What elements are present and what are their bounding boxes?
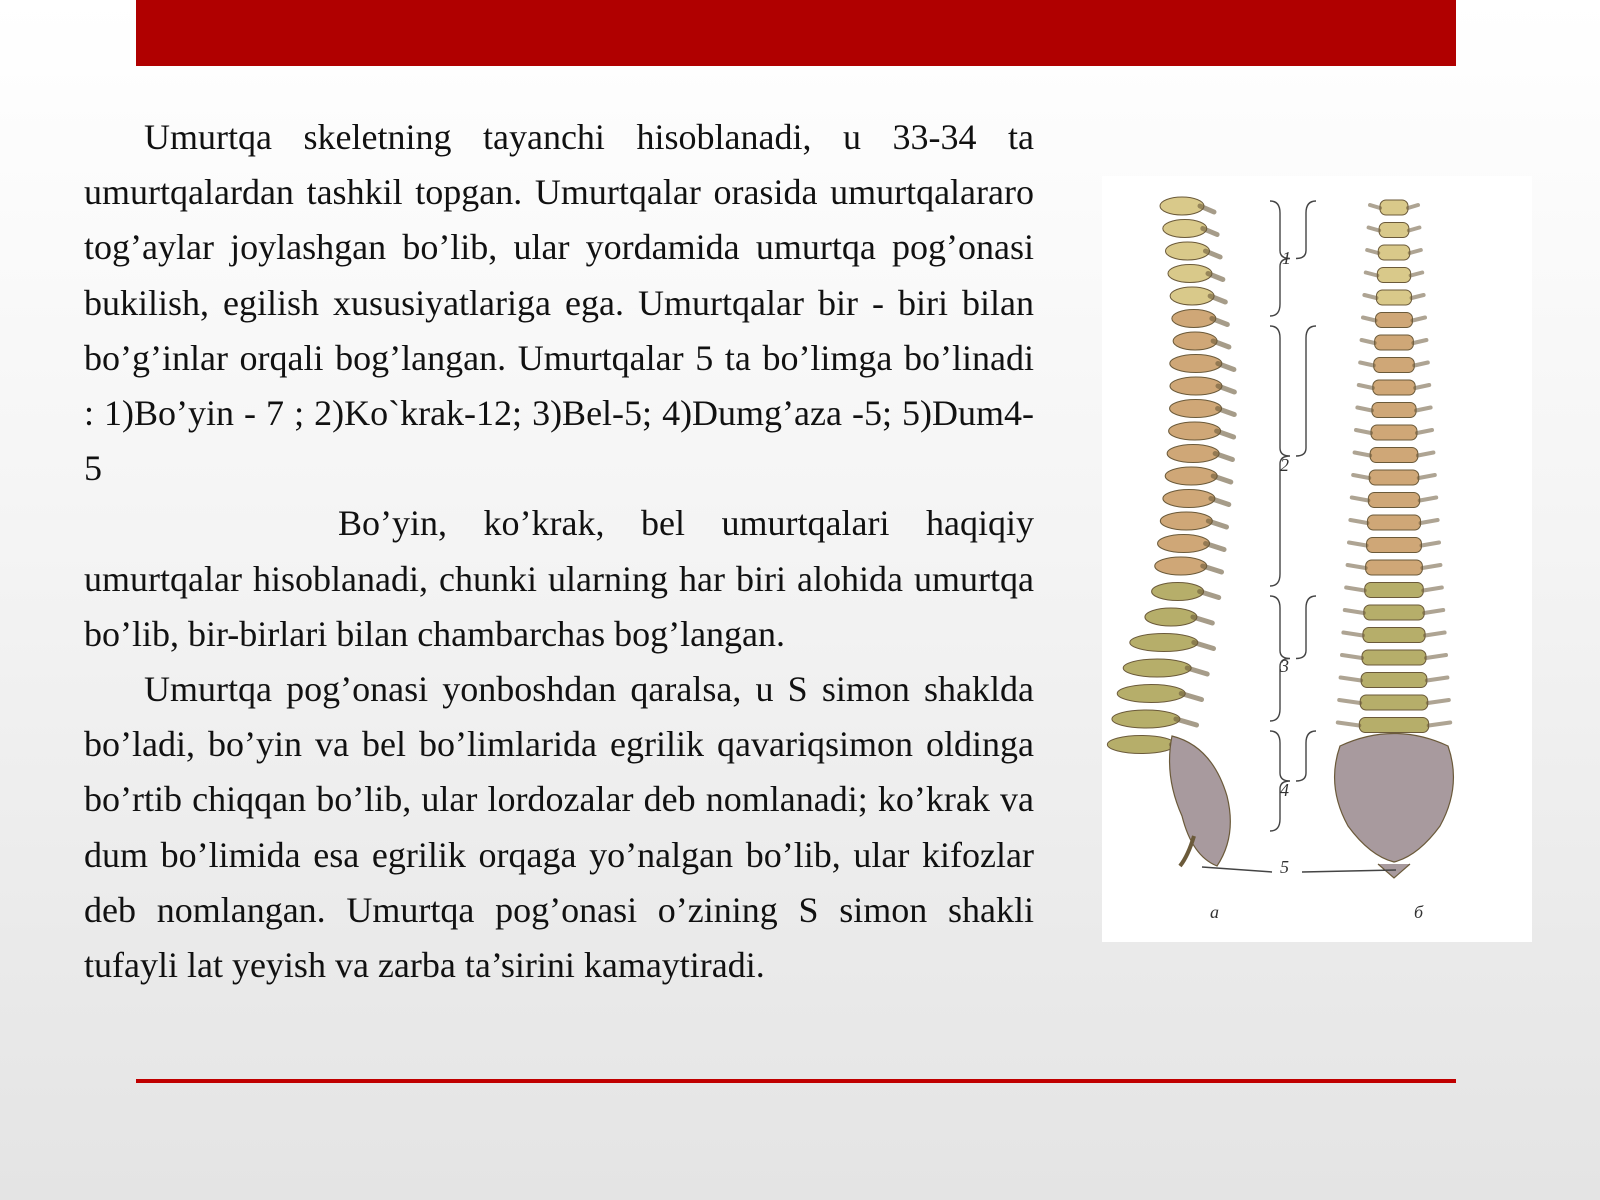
paragraph-2: Bo’yin, ko’krak, bel umurtqalari haqiqiy umurtqalar hisoblanadi, chunki ularning har biri alohida umurtqa bo’lib, bir-birlari bilan chambarchas bog’langan. [84, 503, 1034, 654]
vertebra-side [1112, 710, 1180, 728]
spine-side-view [1107, 197, 1234, 866]
vertebra-side [1170, 400, 1222, 418]
vertebra-side [1158, 535, 1210, 553]
vertebra-front [1374, 358, 1415, 373]
spinous-process [1212, 319, 1228, 325]
vertebra-side [1170, 287, 1214, 305]
vertebra-front [1361, 673, 1427, 688]
vertebra-side [1167, 445, 1219, 463]
vertebra-side [1172, 310, 1216, 328]
spinous-process [1218, 364, 1234, 370]
spine-illustration [1102, 176, 1532, 942]
vertebra-side [1163, 220, 1207, 238]
vertebra-side [1170, 377, 1222, 395]
vertebra-front [1373, 380, 1415, 395]
spinous-process [1200, 206, 1214, 212]
vertebra-side [1173, 332, 1217, 350]
vertebra-side [1130, 634, 1198, 652]
vertebra-side [1168, 265, 1212, 283]
vertebra-front [1367, 538, 1422, 553]
vertebra-front [1366, 560, 1423, 575]
vertebra-side [1117, 685, 1185, 703]
spinous-process [1206, 544, 1225, 550]
vertebra-front [1365, 583, 1424, 598]
vertebra-front [1368, 493, 1419, 508]
bottom-rule [136, 1079, 1456, 1083]
vertebra-side [1107, 736, 1175, 754]
spinous-process [1200, 592, 1219, 598]
coccyx-side [1180, 836, 1194, 866]
brace-right [1296, 201, 1316, 259]
vertebra-side [1166, 242, 1210, 260]
spinous-process [1203, 229, 1217, 235]
spinous-process [1208, 521, 1226, 527]
vertebra-front [1364, 605, 1424, 620]
spinous-process [1218, 386, 1234, 392]
vertebra-front [1377, 268, 1410, 283]
pointer-line-right [1302, 870, 1396, 872]
spine-front-view [1335, 200, 1454, 878]
spinous-process [1203, 566, 1222, 572]
vertebra-side [1163, 490, 1215, 508]
vertebra-front [1370, 448, 1418, 463]
pointer-line-left [1202, 867, 1272, 872]
spinous-process [1210, 296, 1225, 302]
vertebra-front [1378, 245, 1410, 260]
vertebra-side [1123, 659, 1191, 677]
spine-figure [1102, 176, 1532, 942]
vertebra-side [1170, 355, 1222, 373]
paragraph-1: Umurtqa skeletning tayanchi hisoblanadi, u 33-34 ta umurtqalardan tashkil topgan. Umurtqalar orasida umurtqalararo tog’aylar joylashgan bo’lib, ular yordamida umurtqa pog’onasi bukilish, egilish xususiyatlariga ega. Umurtqalar bir - biri bilan bo’g’inlar orqali bog’langan. Umurtqalar 5 ta bo’limga bo’linadi : 1)Bo’yin - 7 ; 2)Ko`krak-12; 3)Bel-5; 4)Dumg’aza -5; 5)Dum4-5 [84, 117, 1034, 489]
brace-right [1296, 326, 1316, 456]
vertebra-front [1360, 695, 1428, 710]
vertebra-front [1359, 718, 1428, 733]
spinous-process [1194, 643, 1214, 649]
section-label-2: 2 [1280, 455, 1289, 475]
spinous-process [1218, 409, 1235, 415]
brace-right [1296, 596, 1316, 659]
vertebra-side [1145, 608, 1197, 626]
vertebra-front [1376, 313, 1413, 328]
spinous-process [1176, 719, 1197, 725]
spinous-process [1213, 476, 1231, 482]
spinous-process [1206, 251, 1221, 257]
vertebra-front [1375, 335, 1414, 350]
spinous-process [1211, 499, 1229, 505]
spinous-process [1217, 431, 1234, 437]
section-label-5: 5 [1280, 857, 1289, 877]
spinous-process [1181, 694, 1201, 700]
title-bar [136, 0, 1456, 66]
view-label-a: а [1210, 902, 1219, 922]
vertebra-side [1169, 422, 1221, 440]
vertebra-front [1376, 290, 1411, 305]
vertebra-side [1160, 512, 1212, 530]
vertebra-side [1155, 557, 1207, 575]
vertebra-front [1380, 200, 1408, 215]
spinous-process [1208, 274, 1223, 280]
vertebra-front [1362, 650, 1426, 665]
section-label-4: 4 [1280, 780, 1289, 800]
main-text [84, 110, 1034, 993]
section-label-3: 3 [1280, 656, 1289, 676]
vertebra-side [1152, 583, 1204, 601]
vertebra-side [1165, 467, 1217, 485]
spinous-process [1215, 454, 1232, 460]
spinous-process [1193, 617, 1212, 623]
spinous-process [1187, 668, 1207, 674]
sacrum-front [1335, 734, 1454, 863]
paragraph-3: Umurtqa pog’onasi yonboshdan qaralsa, u S simon shaklda bo’ladi, bo’yin va bel bo’limlarida egrilik qavariqsimon oldinga bo’rtib chiqqan bo’lib, ular lordozalar deb nomlanadi; ko’krak va dum bo’limida esa egrilik orqaga yo’nalgan bo’lib, ular kifozlar deb nomlangan. Umurtqa pog’onasi o’zining S simon shakli tufayli lat yeyish va zarba ta’sirini kamaytiradi. [84, 669, 1034, 986]
vertebra-front [1369, 470, 1419, 485]
vertebra-side [1160, 197, 1204, 215]
vertebra-front [1372, 403, 1416, 418]
sacrum-side [1170, 736, 1231, 866]
section-label-1: 1 [1282, 248, 1291, 268]
section-braces [1270, 201, 1316, 831]
view-label-b: б [1414, 902, 1424, 922]
vertebra-front [1367, 515, 1420, 530]
spinous-process [1213, 341, 1229, 347]
vertebra-front [1371, 425, 1417, 440]
brace-right [1296, 731, 1316, 781]
vertebra-front [1363, 628, 1425, 643]
vertebra-front [1379, 223, 1409, 238]
